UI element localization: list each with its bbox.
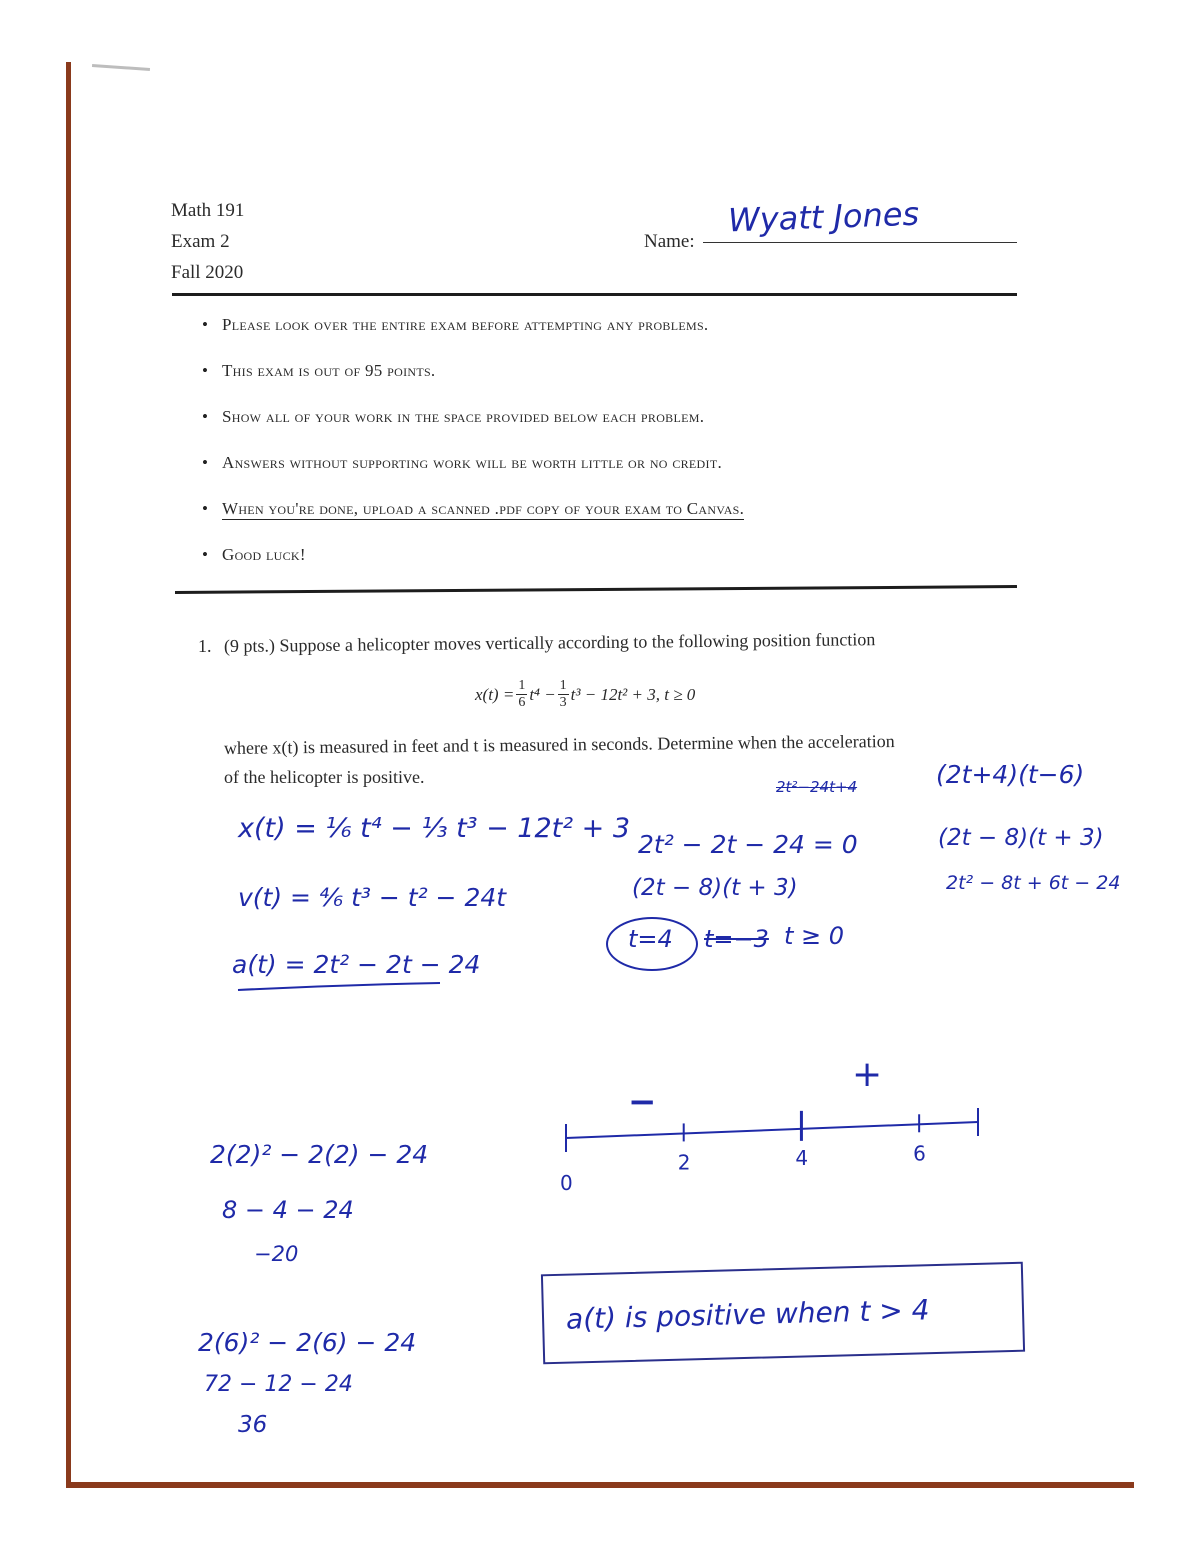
number-line-axis <box>566 1122 978 1138</box>
problem-intro: (9 pts.) Suppose a helicopter moves vertically according to the following position function <box>223 629 876 656</box>
exam-title: Exam 2 <box>171 231 230 252</box>
acceleration-underline <box>238 983 440 990</box>
problem-number: 1. <box>198 636 212 656</box>
instruction-item: • Show all of your work in the space provided below each problem. <box>200 407 960 453</box>
hand-alt-expand: 2t² − 8t + 6t − 24 <box>946 872 1121 894</box>
fraction: $\frac{1}{3}$ <box>559 678 567 710</box>
hand-test2-line3: 36 <box>238 1412 268 1438</box>
hand-test2-line1: 2(6)² − 2(6) − 24 <box>198 1328 417 1357</box>
instruction-item: • Answers without supporting work will be worth little or no credit. <box>200 453 960 499</box>
hand-domain: t ≥ 0 <box>784 922 845 950</box>
instruction-item: • Good luck! <box>200 545 960 591</box>
sign-positive: + <box>852 1054 883 1095</box>
exam-term: Fall 2020 <box>171 262 244 283</box>
instruction-item: • Please look over the entire exam before attempting any problems. <box>200 315 960 361</box>
instruction-item: • When you're done, upload a scanned .pdf copy of your exam to Canvas. <box>200 499 960 545</box>
number-line-label: 2 <box>677 1150 691 1175</box>
hand-scratch-crossed: 2t²−24t+4 <box>776 778 858 796</box>
hand-factor: (2t − 8)(t + 3) <box>632 875 798 901</box>
name-label: Name: <box>644 231 695 252</box>
number-line-label: 6 <box>913 1141 926 1166</box>
hand-test2-line2: 72 − 12 − 24 <box>204 1372 353 1397</box>
hand-alt-factor-2: (2t − 8)(t + 3) <box>938 825 1104 851</box>
final-answer: a(t) is positive when t > 4 <box>565 1293 930 1336</box>
fraction: $\frac{1}{6}$ <box>518 678 526 710</box>
hand-alt-factor-1: (2t+4)(t−6) <box>936 760 1085 789</box>
number-line-label: 0 <box>560 1171 573 1195</box>
hand-acceleration-eq: a(t) = 2t² − 2t − 24 <box>232 950 481 979</box>
course-title: Math 191 <box>171 200 245 221</box>
hand-test1-line1: 2(2)² − 2(2) − 24 <box>210 1140 429 1169</box>
hand-root-circled: t=4 <box>628 925 673 953</box>
hand-test1-line3: −20 <box>254 1242 299 1266</box>
problem-body-line1: where x(t) is measured in feet and t is measured in seconds. Determine when the acceleration <box>223 730 895 758</box>
problem-body-line2: of the helicopter is positive. <box>224 767 425 787</box>
hand-root-crossed: t=−3 <box>704 925 769 953</box>
instruction-item: • This exam is out of 95 points. <box>200 361 960 407</box>
position-formula: x(t) = $\frac{1}{6}$ t⁴ − $\frac{1}{3}$ t³ − 12t² + 3, t ≥ 0 <box>475 678 696 710</box>
hand-test1-line2: 8 − 4 − 24 <box>222 1196 354 1224</box>
hand-velocity-eq: v(t) = ⁴⁄₆ t³ − t² − 24t <box>238 883 507 912</box>
student-name: Wyatt Jones <box>727 194 920 240</box>
hand-solve-eq: 2t² − 2t − 24 = 0 <box>638 830 858 859</box>
sign-negative: − <box>628 1082 657 1122</box>
number-line-label: 4 <box>795 1145 809 1170</box>
hand-position-eq: x(t) = ¹⁄₆ t⁴ − ¹⁄₃ t³ − 12t² + 3 <box>238 813 631 844</box>
